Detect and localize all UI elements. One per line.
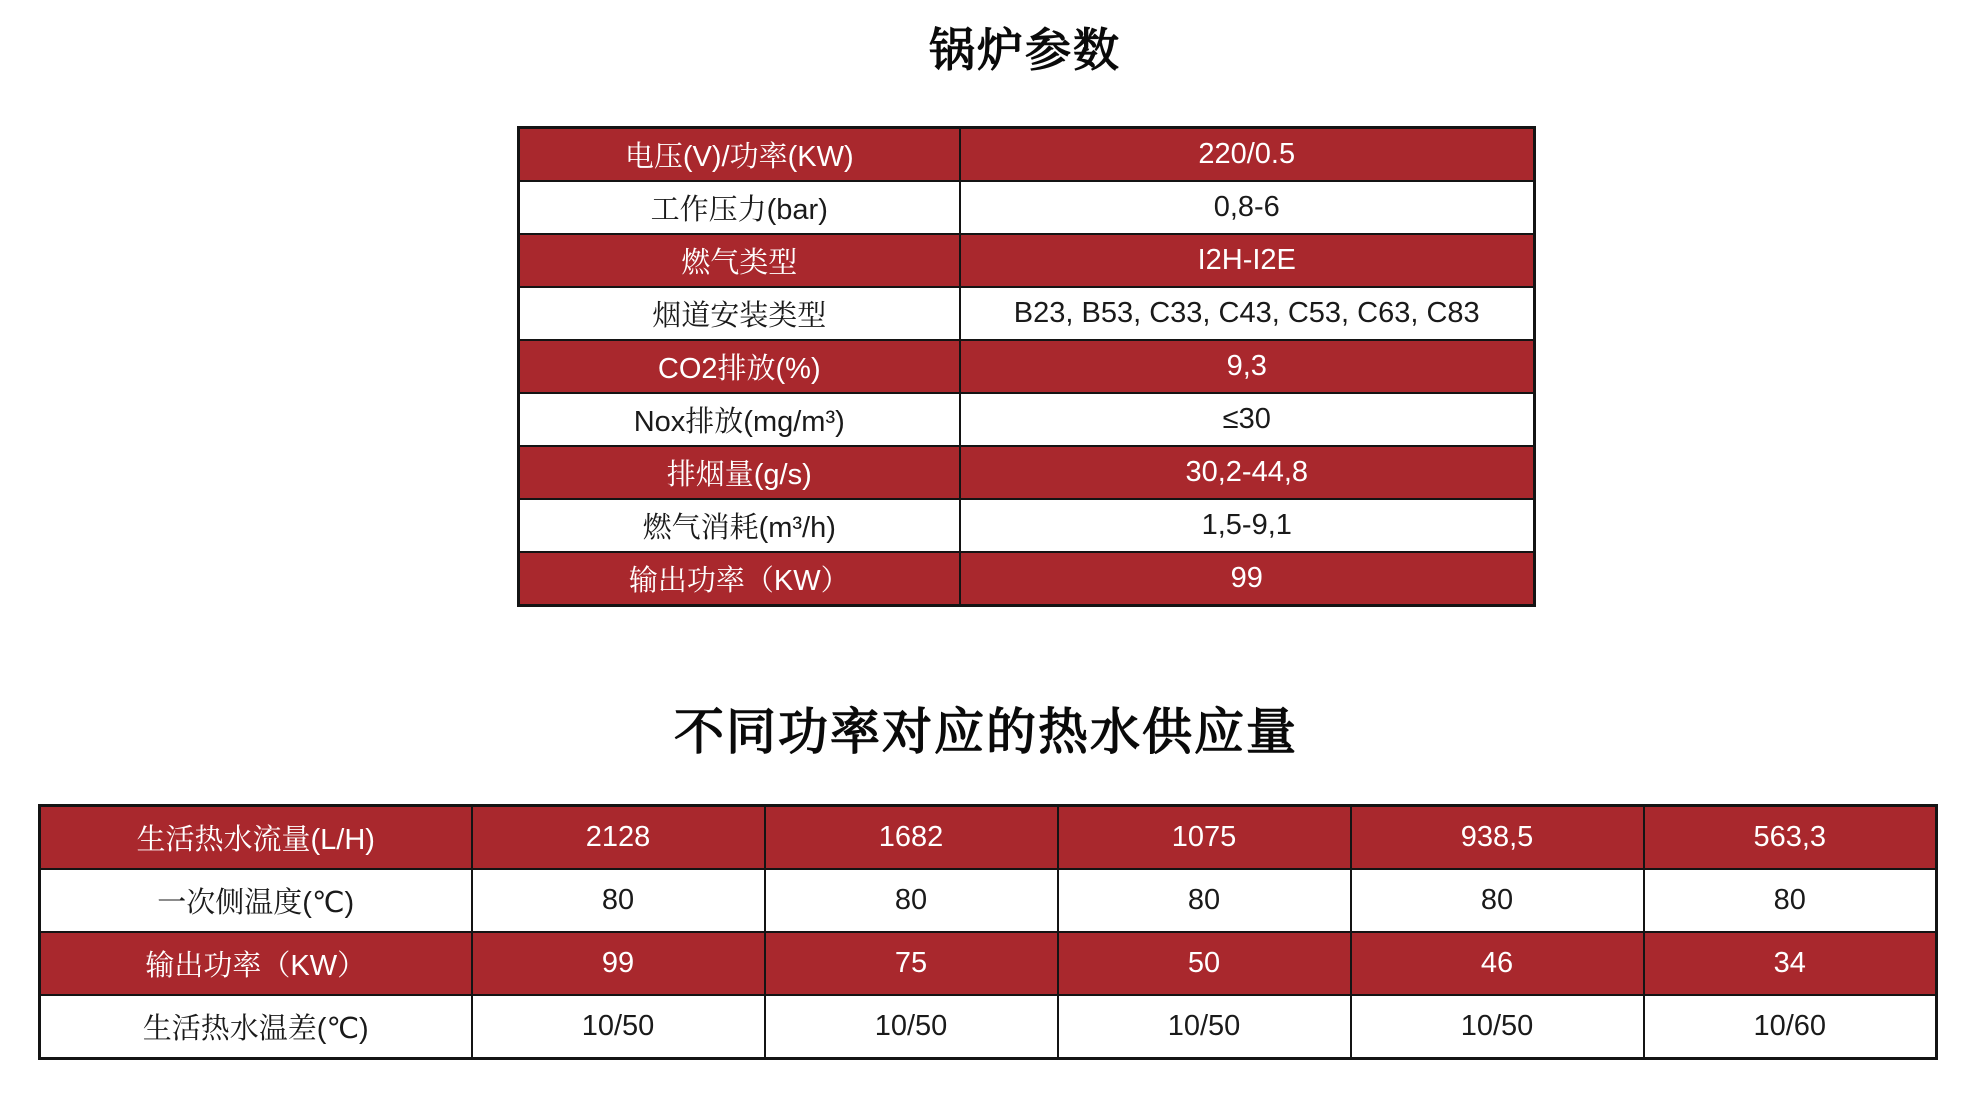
row-label: 生活热水温差(℃)	[40, 995, 472, 1059]
param-label: 电压(V)/功率(KW)	[519, 128, 960, 182]
cell-value: 938,5	[1351, 806, 1644, 870]
param-label: 工作压力(bar)	[519, 181, 960, 234]
cell-value: 563,3	[1644, 806, 1937, 870]
param-value: 99	[960, 552, 1535, 606]
boiler-params-title: 锅炉参数	[929, 24, 1121, 76]
param-value: 30,2-44,8	[960, 446, 1535, 499]
param-value: I2H-I2E	[960, 234, 1535, 287]
table-row	[519, 181, 1535, 234]
param-label: 燃气消耗(m³/h)	[519, 499, 960, 552]
cell-value: 34	[1644, 932, 1937, 995]
param-label: CO2排放(%)	[519, 340, 960, 393]
cell-value: 10/60	[1644, 995, 1937, 1059]
table-row	[519, 287, 1535, 340]
boiler-params-table	[517, 126, 1536, 607]
param-value: 9,3	[960, 340, 1535, 393]
cell-value: 50	[1058, 932, 1351, 995]
param-label: 燃气类型	[519, 234, 960, 287]
cell-value: 80	[1351, 869, 1644, 932]
table-row	[40, 806, 1937, 870]
table-row	[519, 340, 1535, 393]
cell-value: 1682	[765, 806, 1058, 870]
cell-value: 10/50	[1058, 995, 1351, 1059]
param-label: 排烟量(g/s)	[519, 446, 960, 499]
row-label: 一次侧温度(℃)	[40, 869, 472, 932]
param-value: B23, B53, C33, C43, C53, C63, C83	[960, 287, 1535, 340]
cell-value: 80	[1644, 869, 1937, 932]
param-label: 输出功率（KW）	[519, 552, 960, 606]
row-label: 生活热水流量(L/H)	[40, 806, 472, 870]
table-row	[519, 128, 1535, 182]
cell-value: 80	[1058, 869, 1351, 932]
table-row	[519, 234, 1535, 287]
hot-water-supply-table	[38, 804, 1938, 1060]
param-label: Nox排放(mg/m³)	[519, 393, 960, 446]
param-value: 0,8-6	[960, 181, 1535, 234]
cell-value: 2128	[472, 806, 765, 870]
table-row	[519, 552, 1535, 606]
table-row	[40, 995, 1937, 1059]
table-row	[519, 393, 1535, 446]
table-row	[519, 446, 1535, 499]
cell-value: 80	[472, 869, 765, 932]
param-value: 1,5-9,1	[960, 499, 1535, 552]
row-label: 输出功率（KW）	[40, 932, 472, 995]
cell-value: 75	[765, 932, 1058, 995]
param-value: 220/0.5	[960, 128, 1535, 182]
table-row	[40, 869, 1937, 932]
cell-value: 10/50	[765, 995, 1058, 1059]
cell-value: 1075	[1058, 806, 1351, 870]
cell-value: 10/50	[1351, 995, 1644, 1059]
cell-value: 10/50	[472, 995, 765, 1059]
param-label: 烟道安装类型	[519, 287, 960, 340]
table-row	[40, 932, 1937, 995]
cell-value: 46	[1351, 932, 1644, 995]
hot-water-supply-title: 不同功率对应的热水供应量	[674, 704, 1298, 760]
cell-value: 99	[472, 932, 765, 995]
cell-value: 80	[765, 869, 1058, 932]
table-row	[519, 499, 1535, 552]
param-value: ≤30	[960, 393, 1535, 446]
